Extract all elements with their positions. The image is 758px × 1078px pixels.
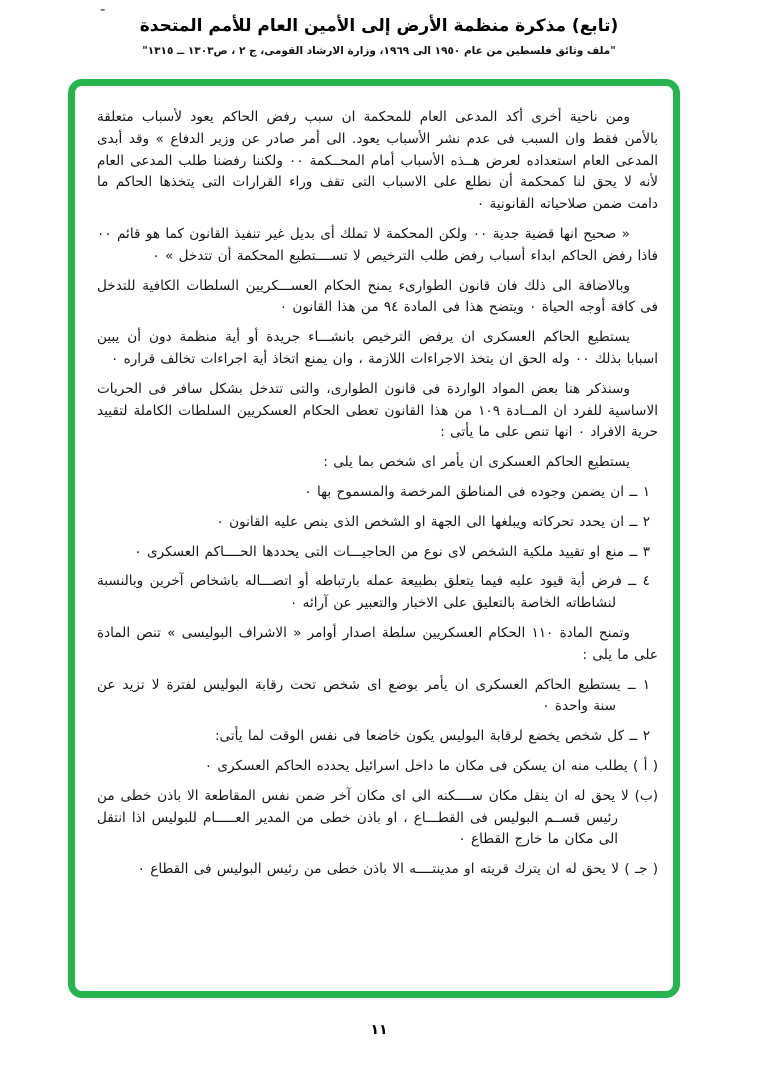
police-list-item-2-text: كل شخص يخضع لرقابة البوليس يكون خاضعا فى نفس الوقت لما يأتى: — [214, 728, 625, 745]
list-item-4-number: ٤ ــ — [628, 573, 650, 590]
list-item-4-text: فرض أية قيود عليه فيما يتعلق بطبيعة عمله بارتباطه أو اتصـــاله باشخاص آخرين وبالنسبة لنشاطاته الخاصة بالتعليق على الاخبار والتعبير عن آرائه ٠ — [97, 573, 622, 612]
paragraph-emergency-law: وبالاضافة الى ذلك فان قانون الطوارىء يمنح الحكام العســـكريين السلطات الكافية للتدخل فى كافة أوجه الحياة ٠ ويتضح هذا فى المادة ٩٤ من هذا القانون ٠ — [97, 277, 658, 316]
list-item-2 — [97, 512, 658, 534]
list-item-1-text: ان يضمن وجوده فى المناطق المرخصة والمسموح بها ٠ — [304, 483, 625, 500]
sub-item-c-marker: ( جـ ) — [624, 861, 658, 878]
sub-item-a — [97, 756, 658, 778]
sub-item-c — [97, 859, 658, 881]
police-list-item-1 — [97, 675, 658, 719]
list-item-3 — [97, 542, 658, 564]
paragraph-military-governor-license: يستطيع الحاكم العسكرى ان يرفض الترخيص بانشـــاء جريدة أو أية منظمة دون أن يبين اسبابا بذلك ٠٠ وله الحق ان يتخذ الاجراءات اللازمة ، وان يمنع اتخاذ أية اجراءات تخالف قراره ٠ — [97, 329, 658, 367]
police-list-item-1-text: يستطيع الحاكم العسكرى ان يأمر بوضع اى شخص تحت رقابة البوليس لفترة لا تزيد عن سنة واحدة ٠ — [97, 676, 621, 715]
list-item-3-number: ٣ ــ — [629, 543, 650, 560]
list-item-1-number: ١ ــ — [629, 483, 650, 500]
document-source-line: "ملف وثائق فلسطين من عام ١٩٥٠ الى ١٩٦٩، وزارة الارشاد القومى، ج ٢ ، ص١٣٠٣ ــ ١٣١٥" — [142, 45, 616, 57]
sub-item-a-text: يطلب منه ان يسكن فى مكان ما داخل اسرائيل يحدده الحاكم العسكرى ٠ — [204, 757, 628, 774]
list-item-3-text: منع او تقييد ملكية الشخص لاى نوع من الحاجيـــات التى يحددها الحــــاكم العسكرى ٠ — [134, 543, 625, 560]
list-item-2-number: ٢ ــ — [629, 513, 650, 530]
paragraph-orders-intro: يستطيع الحاكم العسكرى ان يأمر اى شخص بما يلى : — [323, 454, 630, 471]
sub-item-c-text: لا يحق له ان يترك قريته او مدينتــــه الا باذن خطى من رئيس البوليس فى القطاع ٠ — [137, 861, 620, 878]
page-number: ١١ — [370, 1022, 388, 1038]
police-list-item-1-number: ١ ــ — [627, 676, 650, 693]
green-border-frame — [68, 79, 680, 998]
document-title: (تابع) مذكرة منظمة الأرض إلى الأمين العام للأمم المتحدة — [139, 16, 619, 36]
paragraph-article-109-intro: وسنذكر هنا بعض المواد الواردة فى قانون الطوارى، والتى تتدخل بشكل سافر فى الحريات الاساسية للفرد ان المــادة ١٠٩ من هذا القانون تعطى الحكام العسكريين السلطات الكاملة لتقييد حرية الافراد ٠ انها تنص على ما يأتى : — [97, 380, 658, 441]
list-item-4 — [97, 571, 658, 615]
paragraph-court-quote: « صحيح انها قضية جدية ٠٠ ولكن المحكمة لا تملك أى بديل غير تنفيذ القانون كما هو قائم ٠٠ فاذا رفض الحاكم ابداء أسباب رفض طلب الترخيص لا تســــتطيع المحكمة أن تتدخل » ٠ — [97, 225, 658, 264]
document-header — [0, 16, 758, 57]
sub-item-a-marker: ( أ ) — [632, 757, 658, 774]
sub-item-b — [97, 786, 658, 851]
sub-item-b-text: لا يحق له ان ينقل مكان ســــكنه الى اى مكان آخر ضمن نفس المقاطعة الا باذن خطى من رئيس قســم البوليس فى القطـــاع ، او باذن خطى من المدير العـــــام للبوليس اذا انتقل الى مكان ما خارج القطاع ٠ — [97, 787, 629, 848]
police-list-item-2-number: ٢ ــ — [629, 728, 650, 745]
police-list-item-2 — [97, 726, 658, 748]
scan-artifact-dash: - — [100, 0, 106, 18]
list-item-2-text: ان يحدد تحركاته ويبلغها الى الجهة او الشخص الذى ينص عليه القانون ٠ — [216, 513, 625, 530]
paragraph-court-reasons: ومن ناحية أخرى أكد المدعى العام للمحكمة ان سبب رفض الحاكم يعود لأسباب متعلقة بالأمن فقط وان السبب فى عدم نشر الأسباب يعود. الى أمر صادر عن وزير الدفاع » وقد أبدى المدعى العام استعداده لعرض هــذه الأسباب أمام المحــكمة ٠٠ ولكننا رفضنا طلب المدعى العام لأنه لا يحق لنا كمحكمة أن نطلع على الاسباب التى تقف وراء القرارات التى يتخذها الحاكم ما دامت ضمن صلاحياته القانونية ٠ — [97, 109, 658, 213]
sub-item-b-marker: (ب) — [634, 787, 658, 804]
paragraph-article-110-intro: وتمنح المادة ١١٠ الحكام العسكريين سلطة اصدار أوامر « الاشراف البوليسى » تنص المادة على ما يلى : — [97, 624, 658, 663]
list-item-1 — [97, 482, 658, 504]
